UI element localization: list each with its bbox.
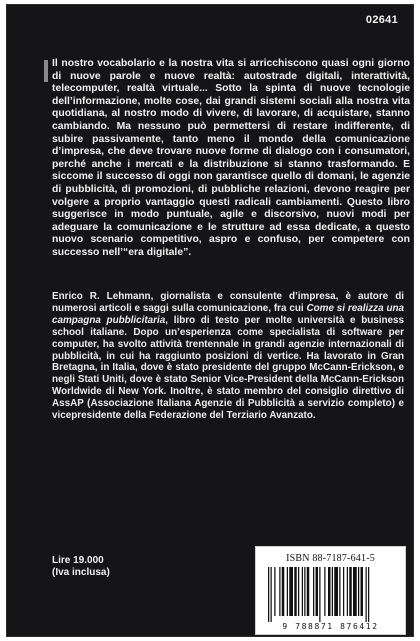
barcode-bar (368, 567, 369, 623)
barcode-bar (304, 567, 305, 616)
barcode-bar (328, 567, 331, 616)
author-bio (52, 291, 404, 422)
barcode-box (255, 546, 406, 635)
barcode-bar (361, 567, 364, 616)
barcode-bar (271, 567, 272, 623)
author-bio-part2: , libro di testo per molte università e business school italiane. Dopo un’esperienza come specialista di software per computer, ha svolto attività trentennale in grandi agenzie internazionali di pubblicità, in cui ha raggiunto posizioni di vertice. Ha lavorato in Gran Bretagna, in Italia, dove è stato presidente del gruppo McCann-Erickson, e negli Stati Uniti, dove è stato Senior Vice-President della McCann-Erickson Worldwide di New York. Inoltre, è stato membro del consiglio direttivo di AssAP (Associazione Italiana Agenzie di Pubblicità a servizio completo) e vicepresidente della Federazione del Terziario Avanzato. (52, 314, 404, 422)
author-bio-section (52, 291, 404, 422)
barcode-bar (347, 567, 348, 616)
barcode-bar (324, 567, 325, 616)
barcode-bar (302, 567, 303, 616)
price-note: (Iva inclusa) (52, 566, 110, 578)
barcode-bar (358, 567, 359, 616)
barcode-bar (289, 567, 293, 616)
barcode-bar (349, 567, 352, 616)
barcode-bar (313, 567, 314, 616)
barcode-bar (307, 567, 310, 616)
isbn-label: ISBN 88-7187-641-5 (286, 553, 375, 564)
barcode-image (266, 567, 395, 623)
barcode-bar (316, 567, 319, 616)
barcode-bar (298, 567, 299, 616)
barcode-bar (268, 567, 269, 623)
barcode-bar (274, 567, 275, 616)
barcode-bar (282, 567, 285, 616)
barcode-bar (319, 567, 320, 623)
intro-paragraph: Il nostro vocabolario e la nostra vita si arricchiscono quasi ogni giorno di nuove parole e nuove realtà: autostrade digitali, interattività, telecomputer, realtà virtuale... Sotto la spinta di nuove tecnologie dell’informazione, molte cose, dai grandi sistemi sociali alla nostra vita quotidiana, al nostro modo di vivere, di lavorare, di acquistare, stanno cambiando. Ma nessuno può permettersi di restare indifferente, di subire passivamente, tanto meno il mondo della comunicazione d’impresa, che deve trovare nuove forme di dialogo con i consumatori, perché anche i mercati e la distribuzione si stanno trasformando. E siccome il successo di oggi non garantisce quello di domani, le agenzie di pubblicità, di promozioni, di pubbliche relazioni, devono reagire per volgere a proprio vantaggio questi radicali cambiamenti. Questo libro suggerisce in modo puntuale, agile e discorsivo, nuovi modi per adeguare la comunicazione e le strutture ad essa dedicate, a questo nuovo scenario competitivo, aspro e confuso, per competere con successo nell’“era digitale”. (52, 58, 410, 258)
accent-bar (44, 60, 48, 82)
barcode-bar (343, 567, 344, 616)
barcode-bar (332, 567, 333, 616)
price-block (52, 555, 110, 578)
book-title: Come si realizza una campagna pubblicitaria (52, 302, 405, 326)
barcode-bar (279, 567, 280, 616)
price-amount: Lire 19.000 (52, 555, 104, 566)
barcode-bar (287, 567, 288, 616)
barcode-bar (366, 567, 367, 623)
barcode-bar (353, 567, 357, 616)
barcode-bar (294, 567, 297, 616)
catalog-code: 02641 (365, 14, 398, 26)
barcode-bar (334, 567, 338, 616)
author-bio-part1: Enrico R. Lehmann, giornalista e consulente d’impresa, è autore di numerosi articoli e saggi sulla comunicazione, fra cui (52, 291, 404, 314)
intro-section (52, 58, 410, 260)
back-cover (6, 4, 414, 637)
barcode-digits: 9 788871 876412 (260, 622, 401, 631)
barcode-bar (339, 567, 340, 616)
